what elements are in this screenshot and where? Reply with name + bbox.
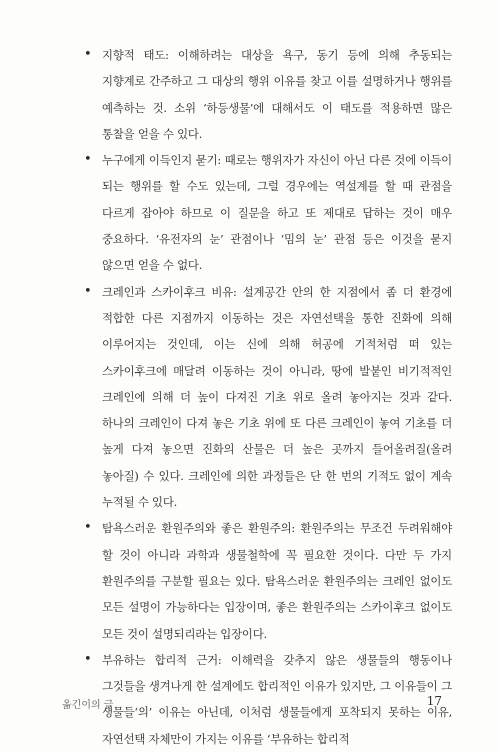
paragraph-cui-bono: 누구에게 이득인지 묻기: 때로는 행위자가 자신이 아닌 다른 것에 이득이 되는 행위를 할 수도 있는데, 그럴 경우에는 역설계를 할 때 관점을 다르게 잡아야 하므로 이 질문을 하고 또 제대로 답하는 것이 매우 중요하다. ‘유전자의 눈’ 관점이나 ‘밈의 눈’ 관점 등은 이것을 묻지 않으면 얻을 수 없다. <box>102 153 452 273</box>
list-item <box>84 42 452 147</box>
bullet-icon: • <box>84 47 92 62</box>
list-item <box>84 515 452 646</box>
paragraph-reductionism: 탐욕스러운 환원주의와 좋은 환원주의: 환원주의는 무조건 두려워해야 할 것이 아니라 과학과 생물철학에 꼭 필요한 것이다. 다만 두 가지 환원주의를 구분할 필요는 있다. 탐욕스러운 환원주의는 크레인 없이도 모든 설명이 가능하다는 입장이며, 좋은 환원주의는 스카이후크 없이도 모든 것이 설명되리라는 입장이다. <box>102 521 452 641</box>
list-item <box>84 147 452 278</box>
bullet-icon: • <box>84 152 92 168</box>
bullet-icon: • <box>84 283 92 299</box>
paragraph-free-floating-rationale: 부유하는 합리적 근거: 이해력을 갖추지 않은 생물들의 행동이나 그것들을 생겨나게 한 설계에도 합리적인 이유가 있지만, 그 이유들이 그 생물들‘의’ 이유는 아닌데, 이처럼 생물들에게 포착되지 못하는 이유, 자연선택 자체만이 가지는 이유를 ‘부유하는 합리적 <box>102 652 452 746</box>
page-number: 17 <box>426 694 442 708</box>
paragraph-intentional-stance: 지향적 태도: 이해하려는 대상을 욕구, 동기 등에 의해 추동되는 지향계로 간주하고 그 대상의 행위 이유를 찾고 이를 설명하거나 행위를 예측하는 것. 소위 ‘하등생물’에 대해서도 이 태도를 적용하면 많은 통찰을 얻을 수 있다. <box>102 48 452 141</box>
bullet-icon: • <box>84 520 92 536</box>
bullet-icon: • <box>84 651 92 667</box>
paragraph-cranes-skyhooks: 크레인과 스카이후크 비유: 설계공간 안의 한 지점에서 좀 더 환경에 적합한 다른 지점까지 이동하는 것은 자연선택을 통한 진화에 의해 이루어지는 것인데, 이는 신에 의해 허공에 기적처럼 떠 있는 스카이후크에 매달려 이동하는 것이 아니라, 땅에 발붙인 비기적적인 크레인에 의해 더 높이 다져진 기초 위로 올려 놓아지는 것과 같다. 하나의 크레인이 다져 놓은 기초 위에 또 다른 크레인이 놓여 기초를 더 높게 다져 놓으면 진화의 산물은 더 높은 곳까지 들어올려질(올려 놓아질) 수 있다. 크레인에 의한 과정들은 단 한 번의 기적도 없이 계속 누적될 수 있다. <box>102 284 452 510</box>
list-item <box>84 279 452 516</box>
running-footer: 옮긴이의 글 <box>62 700 114 711</box>
